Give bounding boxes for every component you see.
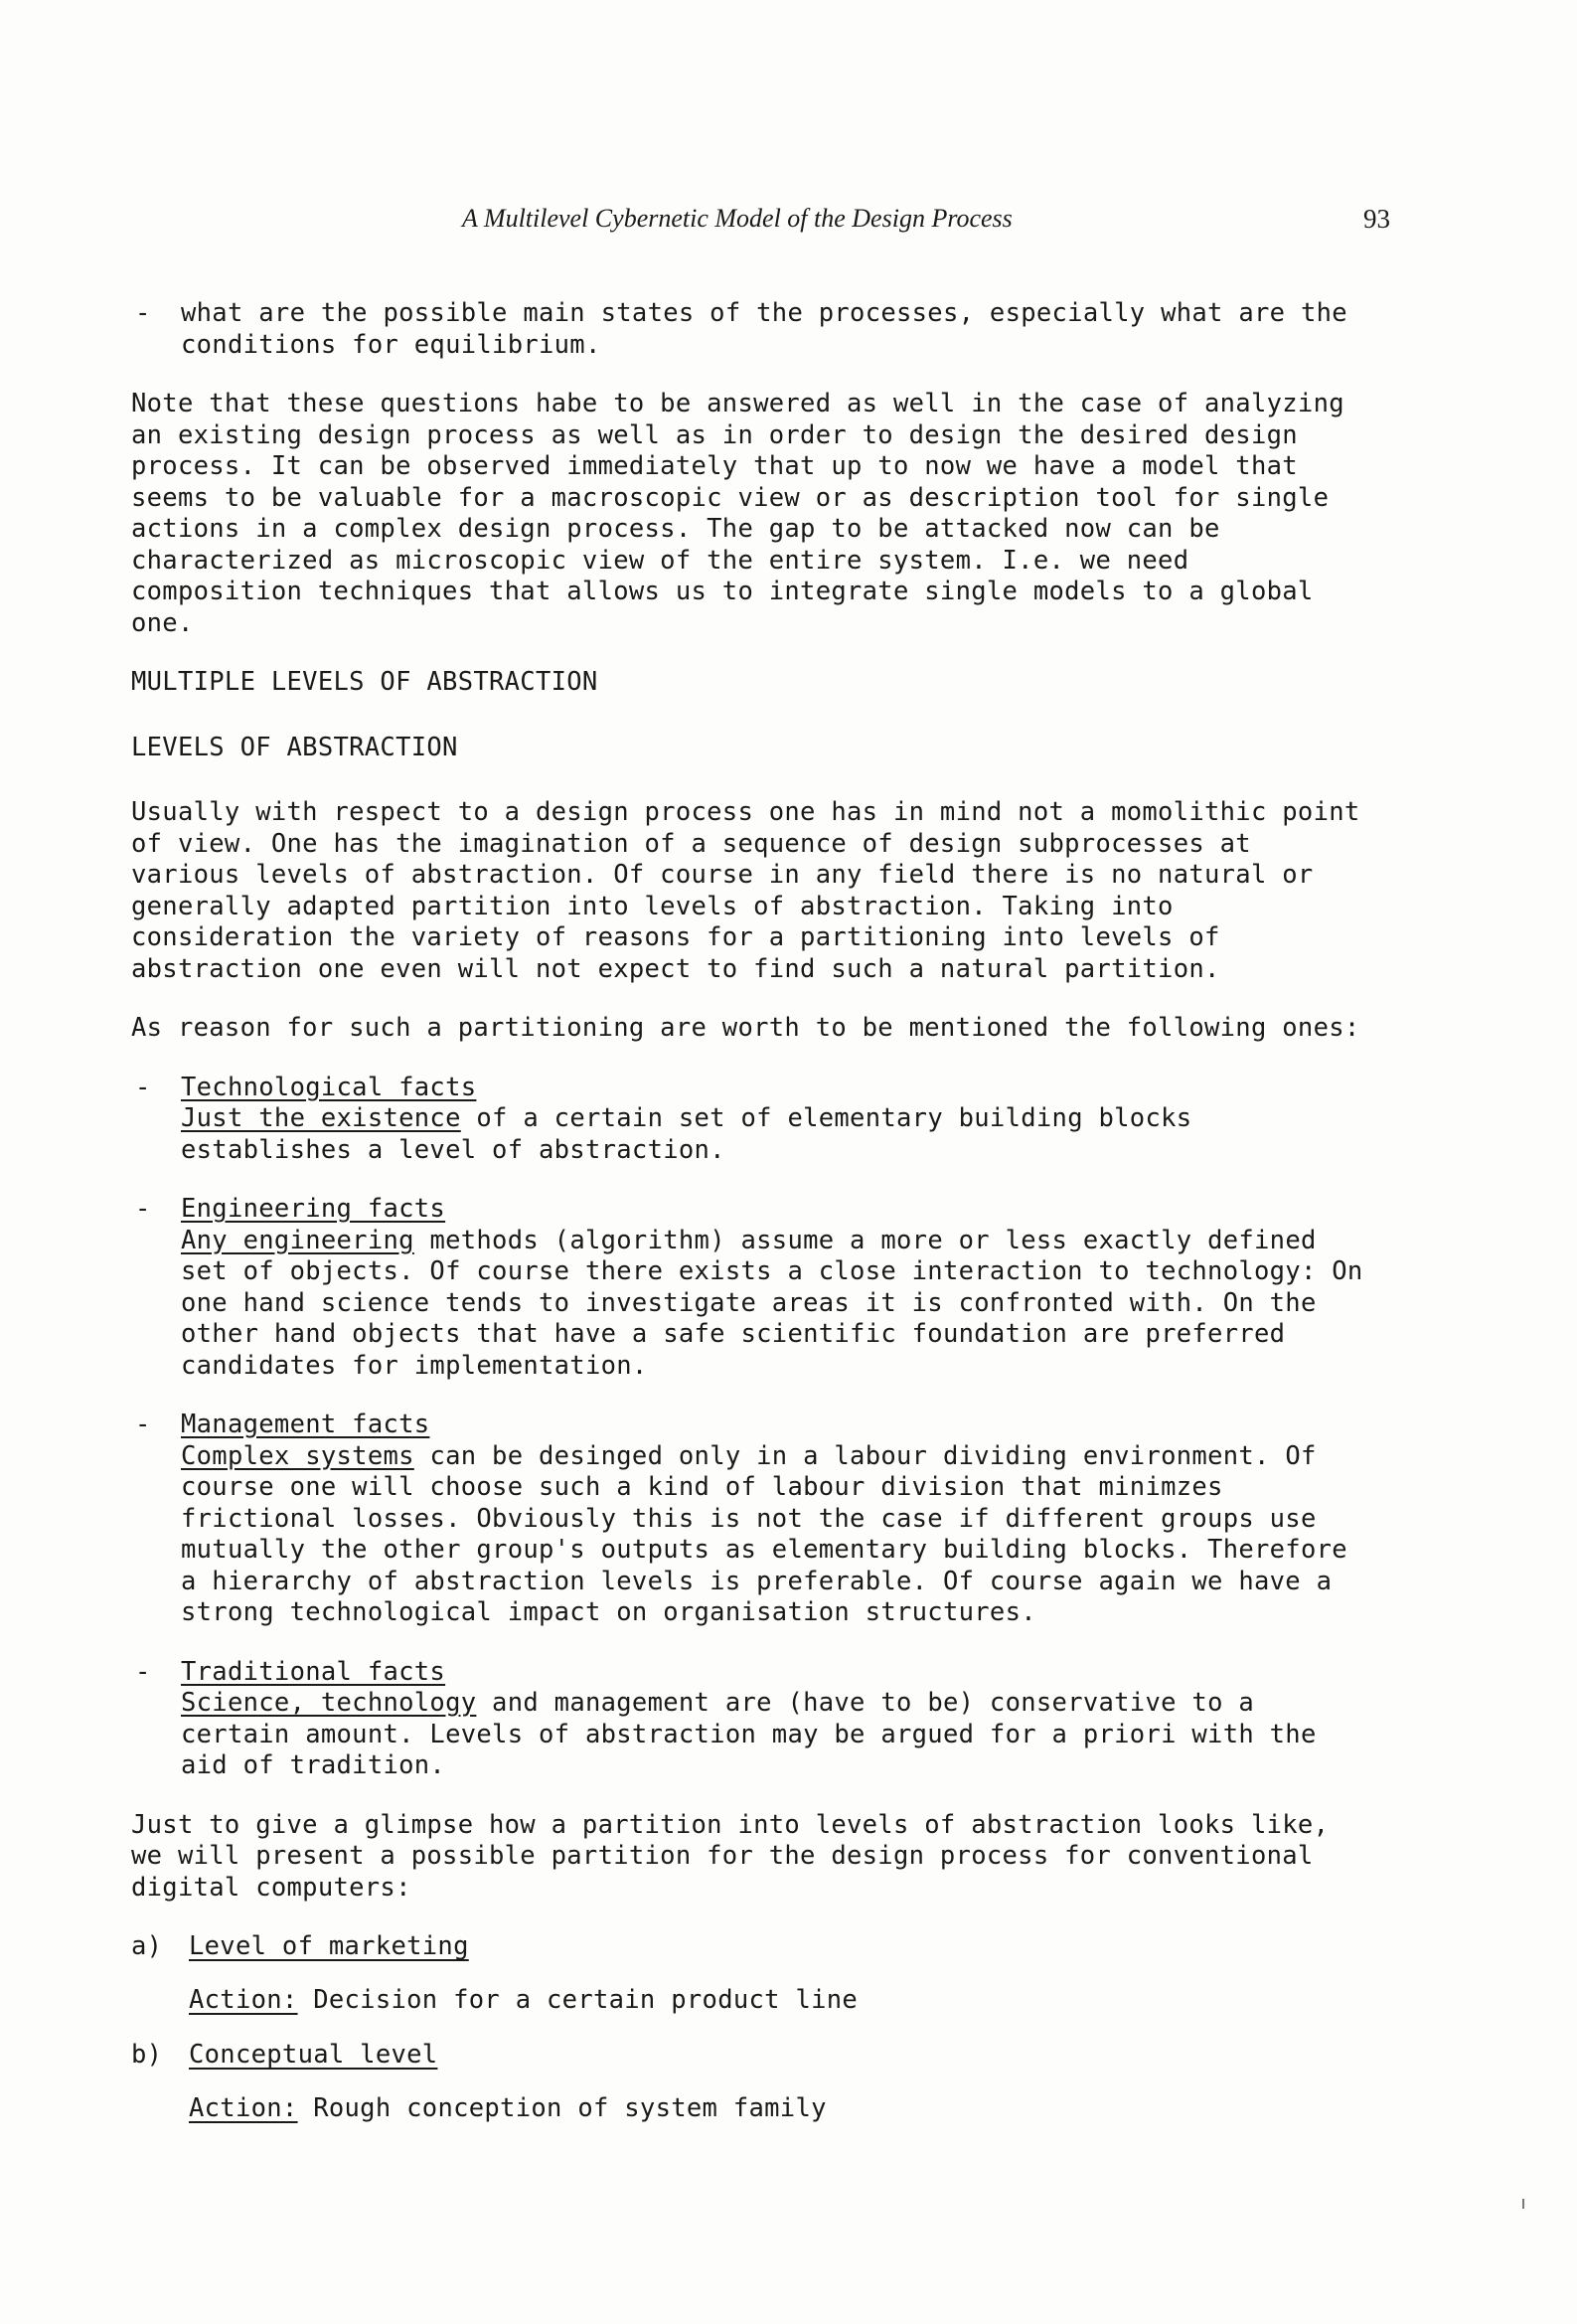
reason-management bbox=[131, 1410, 1373, 1629]
dash-marker: - bbox=[135, 1656, 151, 1687]
reason-title: Traditional facts bbox=[181, 1656, 446, 1687]
reason-traditional bbox=[131, 1657, 1373, 1782]
page-number: 93 bbox=[1363, 204, 1390, 234]
reason-body: methods (algorithm) assume a more or less exactly defined set of objects. Of course there exists a close interaction to technology: On one hand science tends to investigate areas it is confronted with. On the other hand objects that have a safe scientific foundation are preferred candidates for implementation. bbox=[181, 1225, 1363, 1381]
reason-lead: Just the existence bbox=[181, 1103, 461, 1133]
level-item-marketing bbox=[131, 1931, 1373, 2016]
subsection-heading: LEVELS OF ABSTRACTION bbox=[131, 732, 458, 762]
intro-bullet-text: what are the possible main states of the processes, especially what are the conditions for equilibrium. bbox=[181, 298, 1347, 360]
glimpse-paragraph: Just to give a glimpse how a partition into levels of abstraction looks like, we will present a possible partition for the design process for conventional digital computers: bbox=[131, 1809, 1330, 1903]
dash-marker: - bbox=[135, 1194, 151, 1224]
action-label: Action: bbox=[189, 2092, 298, 2123]
reason-body: of a certain set of elementary building blocks establishes a level of abstraction. bbox=[181, 1103, 1192, 1165]
reason-title: Management facts bbox=[181, 1410, 430, 1439]
level-title: Conceptual level bbox=[189, 2040, 438, 2070]
dash-marker: - bbox=[135, 1072, 151, 1102]
reason-lead: Complex systems bbox=[181, 1440, 414, 1471]
reason-lead: Science, technology bbox=[181, 1688, 477, 1718]
reason-technological bbox=[131, 1073, 1373, 1167]
section-heading: MULTIPLE LEVELS OF ABSTRACTION bbox=[131, 667, 598, 697]
action-text: Rough conception of system family bbox=[297, 2092, 827, 2123]
reason-body: can be desinged only in a labour dividing environment. Of course one will choose such a kind of labour division that minimzes frictional losses. Obviously this is not the case if different groups use mutually the other group's outputs as elementary building blocks. Therefore a hierarchy of abstraction levels is preferable. Of course again we have a strong technological impact on organisation structures. bbox=[181, 1440, 1347, 1627]
reason-paragraph: As reason for such a partitioning are worth to be mentioned the following ones: bbox=[131, 1013, 1360, 1043]
body-text bbox=[131, 298, 1373, 2148]
reason-title: Engineering facts bbox=[181, 1194, 446, 1224]
dash-marker: - bbox=[135, 1410, 151, 1439]
level-title: Level of marketing bbox=[189, 1931, 469, 1961]
action-label: Action: bbox=[189, 1984, 298, 2015]
reason-body: and management are (have to be) conservative to a certain amount. Levels of abstraction may be argued for a priori with the aid of tradition. bbox=[181, 1688, 1317, 1780]
level-label: a) bbox=[131, 1931, 163, 1961]
action-text: Decision for a certain product line bbox=[297, 1984, 859, 2015]
running-header-title: A Multilevel Cybernetic Model of the Design Process bbox=[462, 204, 1013, 233]
level-label: b) bbox=[131, 2040, 163, 2070]
scan-speck bbox=[1522, 2199, 1524, 2209]
dash-marker: - bbox=[135, 298, 151, 328]
reason-lead: Any engineering bbox=[181, 1225, 414, 1255]
reason-engineering bbox=[131, 1194, 1373, 1382]
level-item-conceptual bbox=[131, 2040, 1373, 2124]
usually-paragraph: Usually with respect to a design process one has in mind not a momolithic point of view. One has the imagination of a sequence of design subprocesses at various levels of abstraction. Of course in any field there is no natural or generally adapted partition into levels of abstraction. Taking into consideration the variety of reasons for a partitioning into levels of abstraction one even will not expect to find such a natural partition. bbox=[131, 797, 1360, 984]
intro-bullet bbox=[131, 298, 1373, 361]
reason-title: Technological facts bbox=[181, 1072, 477, 1102]
note-paragraph: Note that these questions habe to be answered as well in the case of analyzing an existing design process as well as in order to design the desired design process. It can be observed immediately that up to now we have a model that seems to be valuable for a macroscopic view or as description tool for single actions in a complex design process. The gap to be attacked now can be characterized as microscopic view of the entire system. I.e. we need composition techniques that allows us to integrate single models to a global one. bbox=[131, 389, 1344, 638]
